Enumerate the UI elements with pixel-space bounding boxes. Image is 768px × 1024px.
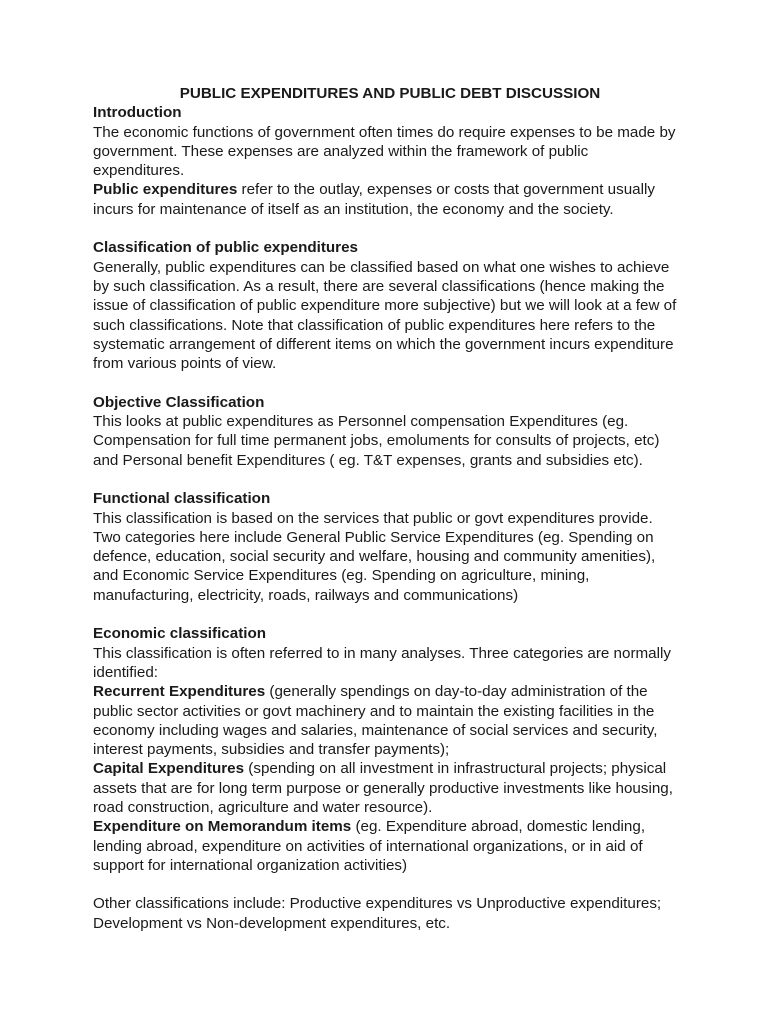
memorandum-term: Expenditure on Memorandum items [93,818,352,836]
memorandum-text: (eg. Expenditure abroad, domestic lending, lending abroad, expenditure on activities of international organizations, or in aid of support for international organization activities) [93,818,646,874]
other-classifications-text: Other classifications include: Productive expenditures vs Unproductive expenditures; Development vs Non-development expenditures, etc. [93,895,662,932]
spacer [93,605,683,624]
public-expenditures-definition [93,180,683,219]
definition-text: refer to the outlay, expenses or costs that government usually incurs for maintenance of itself as an institution, the economy and the society. [93,181,655,218]
memorandum-expenditures [93,817,683,875]
introduction-heading: Introduction [93,104,182,122]
introduction-text: The economic functions of government often times do require expenses to be made by government. These expenses are analyzed within the framework of public expenditures. [93,123,676,180]
spacer [93,875,683,894]
capital-expenditures [93,759,683,817]
definition-term: Public expenditures [93,181,238,199]
classification-heading: Classification of public expenditures [93,239,358,257]
classification-text: Generally, public expenditures can be classified based on what one wishes to achieve by such classification. As a result, there are several classifications (hence making the issue of classification of public expenditure more subjective) but we will look at a few of such classifications. Note that classification of public expenditures here refers to the systematic arrangement of different items on which the government incurs expenditure from various points of view. [93,258,677,373]
objective-text: This looks at public expenditures as Personnel compensation Expenditures (eg. Compensation for full time permanent jobs, emoluments for consults of projects, etc) and Personal benefit Expenditures ( eg. T&T expenses, grants and subsidies etc). [93,413,660,469]
spacer [93,373,683,392]
functional-heading: Functional classification [93,490,271,508]
spacer [93,470,683,489]
document-page [93,84,683,933]
objective-heading: Objective Classification [93,393,265,411]
recurrent-term: Recurrent Expenditures [93,683,266,701]
economic-heading: Economic classification [93,625,267,643]
capital-text: (spending on all investment in infrastructural projects; physical assets that are for long term purpose or generally productive investments like housing, road construction, agriculture and water resource). [93,760,673,816]
economic-text: This classification is often referred to in many analyses. Three categories are normally identified: [93,644,671,681]
recurrent-expenditures [93,682,683,759]
functional-text: This classification is based on the services that public or govt expenditures provide. Two categories here include General Public Service Expenditures (eg. Spending on defence, education, social security and welfare, housing and community amenities), and Economic Service Expenditures (eg. Spending on agriculture, mining, manufacturing, electricity, roads, railways and communications) [93,509,656,604]
recurrent-text: (generally spendings on day-to-day administration of the public sector activities or govt machinery and to maintain the existing facilities in the economy including wages and salaries, maintenance of social services and security, interest payments, subsidies and transfer payments); [93,683,658,759]
document-title: PUBLIC EXPENDITURES AND PUBLIC DEBT DISCUSSION [179,85,601,102]
capital-term: Capital Expenditures [93,760,245,778]
spacer [93,219,683,238]
